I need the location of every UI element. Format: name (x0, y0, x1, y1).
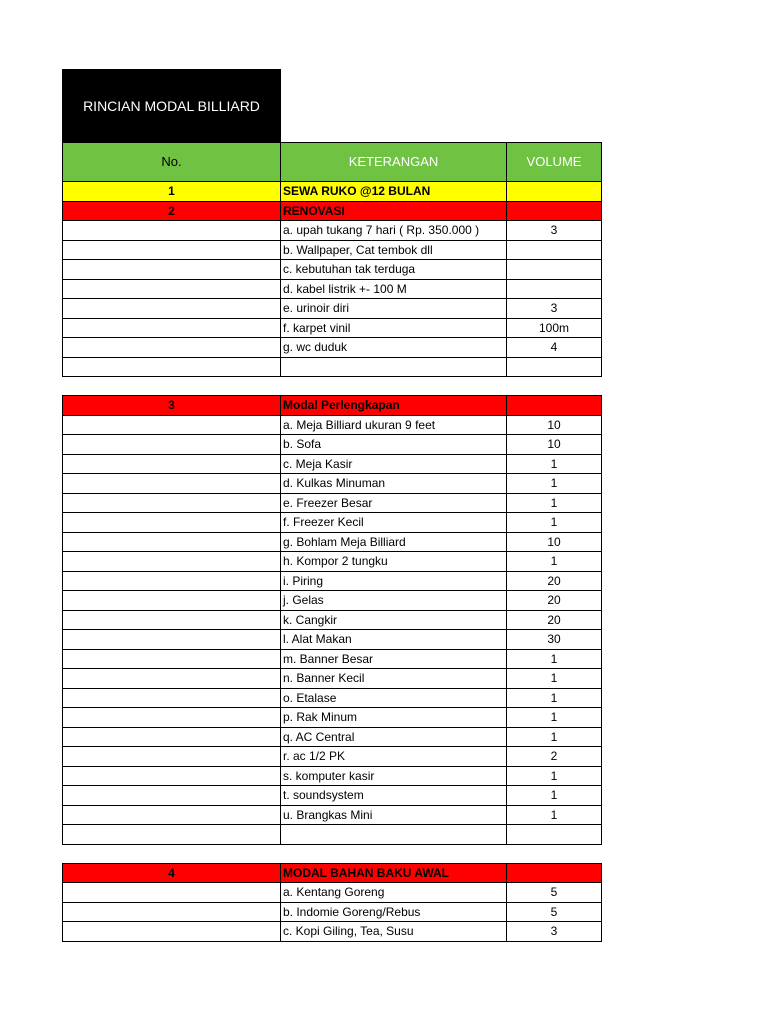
blank-cell[interactable] (507, 825, 602, 845)
spacer-cell (63, 844, 281, 863)
item-description-cell[interactable]: l. Alat Makan (281, 630, 507, 650)
item-volume-cell[interactable]: 1 (507, 474, 602, 494)
item-row (63, 474, 602, 494)
item-volume-cell[interactable]: 10 (507, 435, 602, 455)
item-row (63, 260, 602, 280)
item-no-cell[interactable] (63, 435, 281, 455)
blank-cell[interactable] (281, 825, 507, 845)
item-volume-cell[interactable]: 2 (507, 747, 602, 767)
item-no-cell[interactable] (63, 805, 281, 825)
item-row (63, 532, 602, 552)
item-row (63, 299, 602, 319)
item-description-cell[interactable]: t. soundsystem (281, 786, 507, 806)
spacer-cell (63, 377, 281, 396)
item-volume-cell[interactable]: 1 (507, 493, 602, 513)
item-row (63, 922, 602, 942)
item-description-cell[interactable]: h. Kompor 2 tungku (281, 552, 507, 572)
header-row (63, 143, 602, 182)
item-volume-cell[interactable]: 5 (507, 883, 602, 903)
item-volume-cell[interactable]: 20 (507, 571, 602, 591)
item-description-cell[interactable]: p. Rak Minum (281, 708, 507, 728)
blank-cell[interactable] (507, 357, 602, 377)
item-description-cell[interactable]: m. Banner Besar (281, 649, 507, 669)
item-row (63, 805, 602, 825)
item-volume-cell[interactable]: 1 (507, 454, 602, 474)
item-description-cell[interactable]: g. Bohlam Meja Billiard (281, 532, 507, 552)
item-volume-cell[interactable]: 10 (507, 532, 602, 552)
item-description-cell[interactable]: g. wc duduk (281, 338, 507, 358)
header-no[interactable]: No. (63, 143, 281, 182)
item-row (63, 435, 602, 455)
item-volume-cell[interactable]: 3 (507, 221, 602, 241)
item-row (63, 786, 602, 806)
item-no-cell[interactable] (63, 240, 281, 260)
section-name-cell[interactable]: MODAL BAHAN BAKU AWAL (281, 863, 507, 883)
item-description-cell[interactable]: r. ac 1/2 PK (281, 747, 507, 767)
section-name-cell[interactable]: Modal Perlengkapan (281, 396, 507, 416)
blank-cell[interactable] (63, 357, 281, 377)
section-number-cell[interactable]: 2 (63, 201, 281, 221)
item-no-cell[interactable] (63, 338, 281, 358)
item-description-cell[interactable]: a. Meja Billiard ukuran 9 feet (281, 415, 507, 435)
sheet-title: RINCIAN MODAL BILLIARD (62, 69, 281, 142)
header-volume[interactable]: VOLUME (507, 143, 602, 182)
blank-row (63, 357, 602, 377)
item-volume-cell[interactable]: 1 (507, 708, 602, 728)
item-row (63, 708, 602, 728)
item-no-cell[interactable] (63, 260, 281, 280)
item-description-cell[interactable]: e. urinoir diri (281, 299, 507, 319)
spacer-row (63, 844, 602, 863)
item-volume-cell[interactable]: 30 (507, 630, 602, 650)
item-row (63, 630, 602, 650)
item-row (63, 727, 602, 747)
blank-cell[interactable] (281, 357, 507, 377)
item-volume-cell[interactable]: 1 (507, 669, 602, 689)
item-volume-cell[interactable]: 1 (507, 688, 602, 708)
spacer-row (63, 377, 602, 396)
spacer-cell (507, 377, 602, 396)
section-number-cell[interactable]: 3 (63, 396, 281, 416)
item-description-cell[interactable]: s. komputer kasir (281, 766, 507, 786)
capital-breakdown-table (62, 142, 602, 942)
item-row (63, 221, 602, 241)
item-no-cell[interactable] (63, 513, 281, 533)
item-row (63, 571, 602, 591)
section-number-cell[interactable]: 4 (63, 863, 281, 883)
item-description-cell[interactable]: b. Indomie Goreng/Rebus (281, 902, 507, 922)
item-volume-cell[interactable] (507, 260, 602, 280)
item-volume-cell[interactable]: 5 (507, 902, 602, 922)
item-no-cell[interactable] (63, 474, 281, 494)
item-description-cell[interactable]: e. Freezer Besar (281, 493, 507, 513)
item-no-cell[interactable] (63, 493, 281, 513)
blank-cell[interactable] (63, 825, 281, 845)
item-volume-cell[interactable]: 20 (507, 591, 602, 611)
item-no-cell[interactable] (63, 669, 281, 689)
item-no-cell[interactable] (63, 922, 281, 942)
item-no-cell[interactable] (63, 747, 281, 767)
item-description-cell[interactable]: i. Piring (281, 571, 507, 591)
item-no-cell[interactable] (63, 649, 281, 669)
item-volume-cell[interactable]: 4 (507, 338, 602, 358)
item-no-cell[interactable] (63, 552, 281, 572)
section-volume-cell[interactable] (507, 396, 602, 416)
section-row (63, 182, 602, 202)
item-row (63, 318, 602, 338)
item-description-cell[interactable]: c. kebutuhan tak terduga (281, 260, 507, 280)
item-volume-cell[interactable]: 1 (507, 552, 602, 572)
item-no-cell[interactable] (63, 299, 281, 319)
item-no-cell[interactable] (63, 591, 281, 611)
item-description-cell[interactable]: j. Gelas (281, 591, 507, 611)
item-description-cell[interactable]: u. Brangkas Mini (281, 805, 507, 825)
item-row (63, 240, 602, 260)
item-description-cell[interactable]: d. kabel listrik +- 100 M (281, 279, 507, 299)
item-description-cell[interactable]: n. Banner Kecil (281, 669, 507, 689)
section-name-cell[interactable]: SEWA RUKO @12 BULAN (281, 182, 507, 202)
blank-row (63, 825, 602, 845)
item-row (63, 902, 602, 922)
item-description-cell[interactable]: q. AC Central (281, 727, 507, 747)
item-no-cell[interactable] (63, 415, 281, 435)
item-row (63, 454, 602, 474)
item-description-cell[interactable]: c. Meja Kasir (281, 454, 507, 474)
item-row (63, 766, 602, 786)
section-row (63, 863, 602, 883)
item-no-cell[interactable] (63, 532, 281, 552)
item-row (63, 415, 602, 435)
section-name-cell[interactable]: RENOVASI (281, 201, 507, 221)
item-description-cell[interactable]: a. upah tukang 7 hari ( Rp. 350.000 ) (281, 221, 507, 241)
item-no-cell[interactable] (63, 571, 281, 591)
item-description-cell[interactable]: f. Freezer Kecil (281, 513, 507, 533)
item-row (63, 610, 602, 630)
item-volume-cell[interactable]: 1 (507, 727, 602, 747)
item-no-cell[interactable] (63, 454, 281, 474)
item-description-cell[interactable]: f. karpet vinil (281, 318, 507, 338)
item-no-cell[interactable] (63, 902, 281, 922)
item-no-cell[interactable] (63, 279, 281, 299)
spacer-cell (281, 844, 507, 863)
item-description-cell[interactable]: a. Kentang Goreng (281, 883, 507, 903)
section-volume-cell[interactable] (507, 201, 602, 221)
section-volume-cell[interactable] (507, 863, 602, 883)
item-no-cell[interactable] (63, 630, 281, 650)
item-row (63, 747, 602, 767)
item-volume-cell[interactable]: 1 (507, 766, 602, 786)
item-row (63, 649, 602, 669)
item-row (63, 552, 602, 572)
item-description-cell[interactable]: d. Kulkas Minuman (281, 474, 507, 494)
item-no-cell[interactable] (63, 786, 281, 806)
section-row (63, 201, 602, 221)
item-no-cell[interactable] (63, 221, 281, 241)
item-description-cell[interactable]: c. Kopi Giling, Tea, Susu (281, 922, 507, 942)
item-no-cell[interactable] (63, 883, 281, 903)
item-volume-cell[interactable]: 10 (507, 415, 602, 435)
section-volume-cell[interactable] (507, 182, 602, 202)
section-row (63, 396, 602, 416)
item-volume-cell[interactable]: 3 (507, 922, 602, 942)
item-no-cell[interactable] (63, 708, 281, 728)
item-row (63, 591, 602, 611)
item-volume-cell[interactable]: 1 (507, 513, 602, 533)
item-description-cell[interactable]: b. Sofa (281, 435, 507, 455)
item-no-cell[interactable] (63, 318, 281, 338)
item-no-cell[interactable] (63, 688, 281, 708)
item-description-cell[interactable]: k. Cangkir (281, 610, 507, 630)
item-volume-cell[interactable]: 3 (507, 299, 602, 319)
header-keterangan[interactable]: KETERANGAN (281, 143, 507, 182)
item-row (63, 883, 602, 903)
item-volume-cell[interactable] (507, 279, 602, 299)
item-volume-cell[interactable]: 100m (507, 318, 602, 338)
item-description-cell[interactable]: b. Wallpaper, Cat tembok dll (281, 240, 507, 260)
section-number-cell[interactable]: 1 (63, 182, 281, 202)
item-row (63, 338, 602, 358)
item-volume-cell[interactable]: 1 (507, 649, 602, 669)
item-no-cell[interactable] (63, 766, 281, 786)
item-row (63, 279, 602, 299)
spacer-cell (281, 377, 507, 396)
item-description-cell[interactable]: o. Etalase (281, 688, 507, 708)
item-no-cell[interactable] (63, 727, 281, 747)
item-volume-cell[interactable] (507, 240, 602, 260)
item-row (63, 688, 602, 708)
item-row (63, 493, 602, 513)
item-no-cell[interactable] (63, 610, 281, 630)
item-row (63, 513, 602, 533)
item-row (63, 669, 602, 689)
item-volume-cell[interactable]: 20 (507, 610, 602, 630)
item-volume-cell[interactable]: 1 (507, 786, 602, 806)
item-volume-cell[interactable]: 1 (507, 805, 602, 825)
spacer-cell (507, 844, 602, 863)
